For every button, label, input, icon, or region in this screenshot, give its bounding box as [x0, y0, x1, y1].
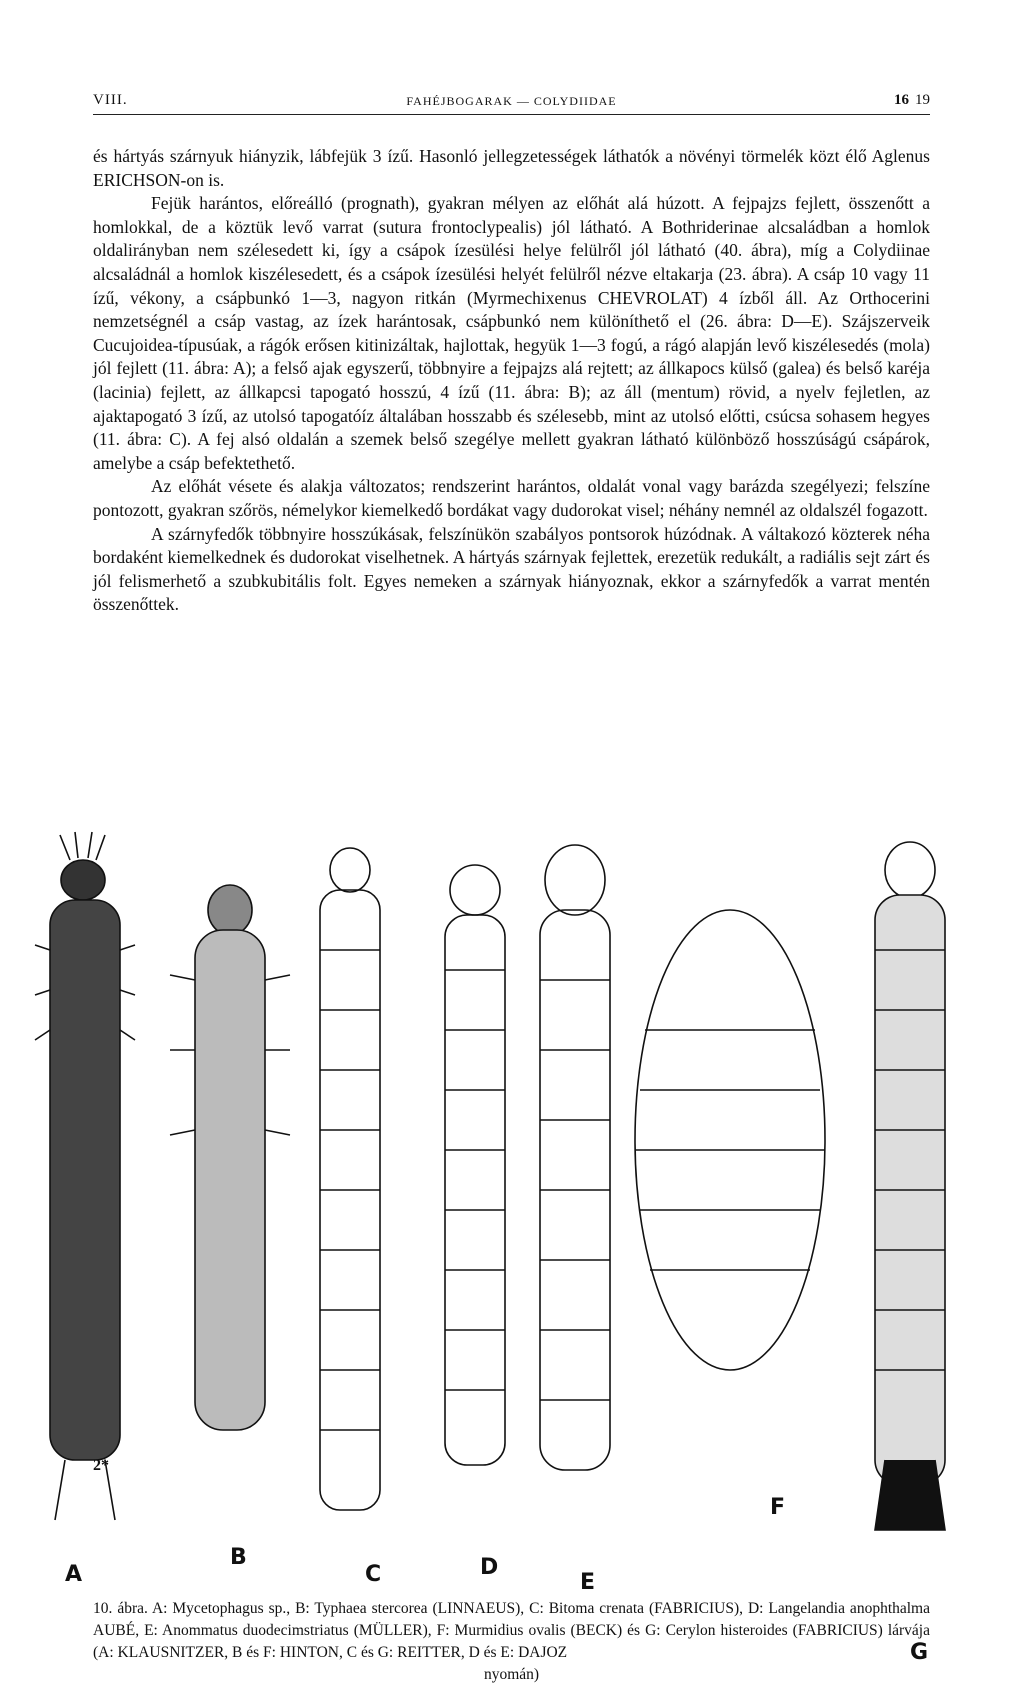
running-header: [93, 88, 930, 115]
paragraph-2: Fejük harántos, előreálló (prognath), gyakran mélyen az előhát alá húzott. A fejpajzs fejlett, összenőtt a homlokkal, de a köztük levő varrat (sutura frontoclypealis) jól látható. A Bothriderinae alcsaládban a homlok oldalirányban nem szélesedett ki, így a csápok ízesülési helye felülről jól látható (40. ábra), míg a Colydiinae alcsaládnál a homlok kiszélesedett, és a csápok ízesülési helyét felülről nézve eltakarja (23. ábra). A csáp 10 vagy 11 ízű, vékony, a csápbunkó 1—3, nagyon ritkán (Myrmechixenus CHEVROLAT) 4 ízből áll. Az Orthocerini nemzetségnél a csáp vastag, az ízek harántosak, csápbunkó nem különíthető el (26. ábra: D—E). Szájszerveik Cucujoidea-típusúak, a rágók erősen kitinizáltak, hajlottak, hegyük 1—3 fogú, a rágó alapján levő kiszélesedés (mola) jól fejlett (11. ábra: A); a felső ajak egyszerű, többnyire a fejpajzs alá rejtett; az állkapocs külső (galea) és belső karéja (lacinia) fejlett, az állkapcsi tapogató hosszú, 4 ízű (11. ábra: B); az áll (mentum) rövid, a nyelv fejletlen, az ajaktapogató 3 ízű, az utolsó tapogatóíz általában hosszabb és szélesebb, mint az utolsó előtti, csúcsa sohasem hegyes (11. ábra: C). A fej alsó oldalán a szemek belső szegélye mellett gyakran látható különböző hosszúságú csápárok, amelybe a csáp befektethető.: [93, 193, 930, 473]
larva-c-drawing: [320, 848, 380, 1510]
larva-b-drawing: [170, 885, 290, 1430]
chapter-number: VIII.: [93, 92, 128, 108]
figure-label-e: E: [580, 1570, 596, 1595]
figure-label-f: F: [770, 1495, 786, 1520]
page-number-bold: 16: [894, 92, 909, 108]
figure-label-g: G: [910, 1640, 929, 1665]
paragraph-1: és hártyás szárnyuk hiányzik, lábfejük 3 ízű. Hasonló jellegzetességek láthatók a növényi törmelék közt élő Aglenus ERICHSON-on is.: [93, 146, 930, 190]
signature-mark: 2*: [93, 1457, 109, 1474]
page-number: [894, 92, 930, 109]
larva-f-drawing: [635, 910, 825, 1370]
caption-text: 10. ábra. A: Mycetophagus sp., B: Typhaea stercorea (LINNAEUS), C: Bitoma crenata (FABRICIUS), D: Langelandia anophthalma AUBÉ, E: Anommatus duodecimstriatus (MÜLLER), F: Murmidius ovalis (BECK) és G: Cerylon histeroides (FABRICIUS) lárvája (A: KLAUSNITZER, B és F: HINTON, C és G: REITTER, D és E: DAJOZ: [93, 1600, 930, 1661]
body-text: [93, 145, 930, 617]
larva-d-drawing: [445, 865, 505, 1465]
larvae-illustration: [30, 830, 994, 1590]
figure-label-a: A: [65, 1562, 83, 1587]
figure-label-d: D: [480, 1555, 499, 1580]
figure-label-b: B: [230, 1545, 247, 1570]
running-title: FAHÉJBOGARAK — COLYDIIDAE: [406, 94, 617, 108]
figure-caption: [93, 1598, 930, 1686]
larva-e-drawing: [540, 845, 610, 1470]
figure-label-c: C: [365, 1562, 382, 1587]
paragraph-4: A szárnyfedők többnyire hosszúkásak, felszínükön szabályos pontsorok húzódnak. A váltakozó közterek néha bordaként kiemelkednek és dudorokat viselhetnek. A hártyás szárnyak fejlettek, erezetük redukált, a radiális sejt zárt és jól felismerhető a szubkubitális folt. Egyes nemeken a szárnyak hiányoznak, ekkor a szárnyfedők a varrat mentén összenőttek.: [93, 523, 930, 615]
page-number-plain: 19: [915, 92, 930, 108]
caption-last-line: nyomán): [483, 1666, 540, 1683]
paragraph-3: Az előhát vésete és alakja változatos; rendszerint harántos, oldalát vonal vagy barázda szegélyezi; felszíne pontozott, gyakran szőrös, némelykor kiemelkedő bordákat vagy dudorokat visel; néhány nemnél az oldalszél fogazott.: [93, 476, 930, 520]
larva-a-drawing: [35, 832, 135, 1520]
larva-g-drawing: [875, 842, 945, 1530]
